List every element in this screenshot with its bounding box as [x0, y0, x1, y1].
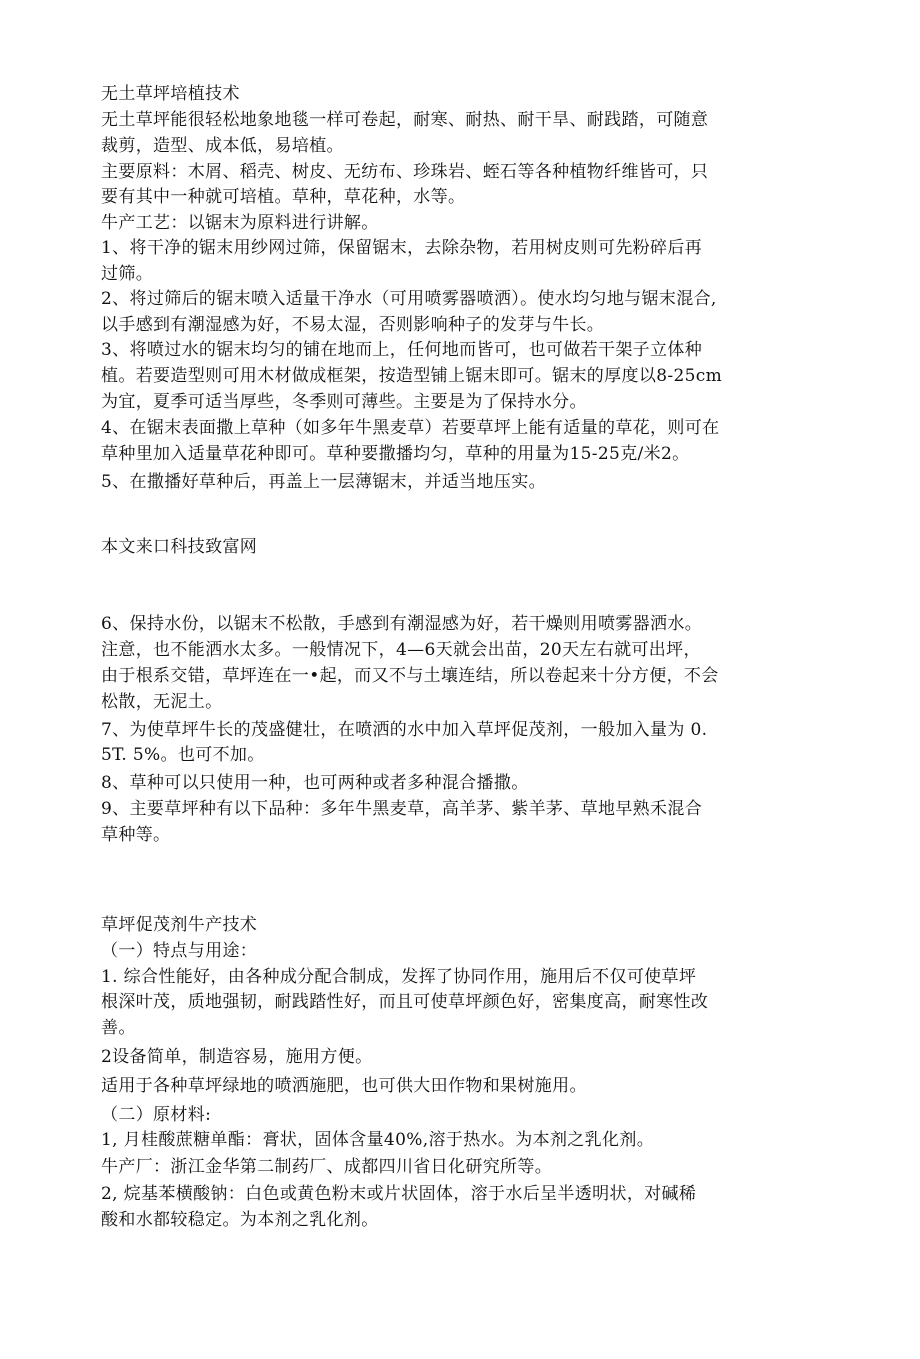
text-line: 7、为使草坪牛长的茂盛健壮，在喷洒的水中加入草坪促茂剂，一般加入量为 0.	[101, 720, 708, 740]
text-line: 要有其中一种就可培植。草种，草花种，水等。	[101, 187, 466, 207]
text-line: 本文来口科技致富网	[101, 537, 258, 557]
text-line: 2、将过筛后的锯末喷入适量干净水（可用喷雾器喷洒）。使水均匀地与锯末混合,	[101, 289, 717, 309]
text-line: 5T. 5%。也可不加。	[101, 745, 265, 765]
text-line: 善。	[101, 1018, 136, 1038]
text-line: 牛产厂：浙江金华第二制药厂、成都四川省日化研究所等。	[101, 1157, 553, 1177]
text-line: （一）特点与用途：	[101, 941, 258, 961]
text-line: 牛产工艺：以锯末为原料进行讲解。	[101, 213, 379, 233]
text-line: 3、将喷过水的锯末均匀的铺在地而上，任何地而皆可，也可做若干架子立体种	[101, 340, 703, 360]
text-line: 5、在撒播好草种后，再盖上一层薄锯末，并适当地压实。	[101, 472, 546, 492]
text-line: 主要原料：木屑、稻壳、树皮、无纺布、珍珠岩、蛭石等各种植物纤维皆可，只	[101, 162, 709, 182]
text-line: 松散，无泥土。	[101, 692, 223, 712]
text-line: 无土草坪能很轻松地象地毯一样可卷起，耐寒、耐热、耐干旱、耐践踏，可随意	[101, 110, 709, 130]
text-line: 4、在锯末表面撒上草种（如多年牛黑麦草）若要草坪上能有适量的草花，则可在	[101, 418, 720, 438]
text-line: 草种里加入适量草花种即可。草种要撒播均匀，草种的用量为15-25克/米2。	[101, 444, 690, 464]
text-line: 根深叶茂，质地强韧，耐践踏性好，而且可使草坪颜色好，密集度高，耐寒性改	[101, 992, 709, 1012]
text-line: 为宜，夏季可适当厚些，冬季则可薄些。主要是为了保持水分。	[101, 392, 587, 412]
text-line: 8、草种可以只使用一种，也可两种或者多种混合播撒。	[101, 773, 529, 793]
text-line: 注意，也不能洒水太多。一般情况下，4—6天就会出苗，20天左右就可出坪，	[101, 640, 701, 660]
text-line: 酸和水都较稳定。为本剂之乳化剂。	[101, 1210, 379, 1230]
text-line: 1. 综合性能好，由各种成分配合制成，发挥了协同作用，施用后不仅可使草坪	[101, 967, 697, 987]
text-line: 2, 烷基苯横酸钠：白色或黄色粉末或片状固体，溶于水后呈半透明状，对碱稀	[101, 1184, 697, 1204]
text-line: 无土草坪培植技术	[101, 84, 240, 104]
text-line: 草坪促茂剂牛产技术	[101, 915, 258, 935]
text-line: 草种等。	[101, 825, 171, 845]
text-line: 9、主要草坪种有以下品种：多年牛黑麦草，高羊茅、紫羊茅、草地早熟禾混合	[101, 799, 703, 819]
text-line: 过筛。	[101, 264, 154, 284]
text-line: 植。若要造型则可用木材做成框架，按造型铺上锯末即可。锯末的厚度以8-25cm	[101, 366, 723, 386]
text-line: 适用于各种草坪绿地的喷洒施肥，也可供大田作物和果树施用。	[101, 1076, 587, 1096]
text-line: 裁剪，造型、成本低，易培植。	[101, 136, 344, 156]
text-line: 1、将干净的锯末用纱网过筛，保留锯末，去除杂物，若用树皮则可先粉碎后再	[101, 238, 703, 258]
text-line: 6、保持水份，以锯末不松散，手感到有潮湿感为好，若干燥则用喷雾器洒水。	[101, 614, 703, 634]
text-line: 由于根系交错，草坪连在一•起，而又不与土壤连结，所以卷起来十分方便，不会	[101, 666, 719, 686]
text-line: 以手感到有潮湿感为好，不易太湿，否则影响种子的发芽与牛长。	[101, 315, 605, 335]
text-line: 1, 月桂酸蔗糖单酯：膏状，固体含量40%,溶于热水。为本剂之乳化剂。	[101, 1130, 655, 1150]
text-line: 2设备简单，制造容易，施用方便。	[101, 1047, 373, 1067]
text-line: （二）原材料:	[101, 1105, 212, 1125]
